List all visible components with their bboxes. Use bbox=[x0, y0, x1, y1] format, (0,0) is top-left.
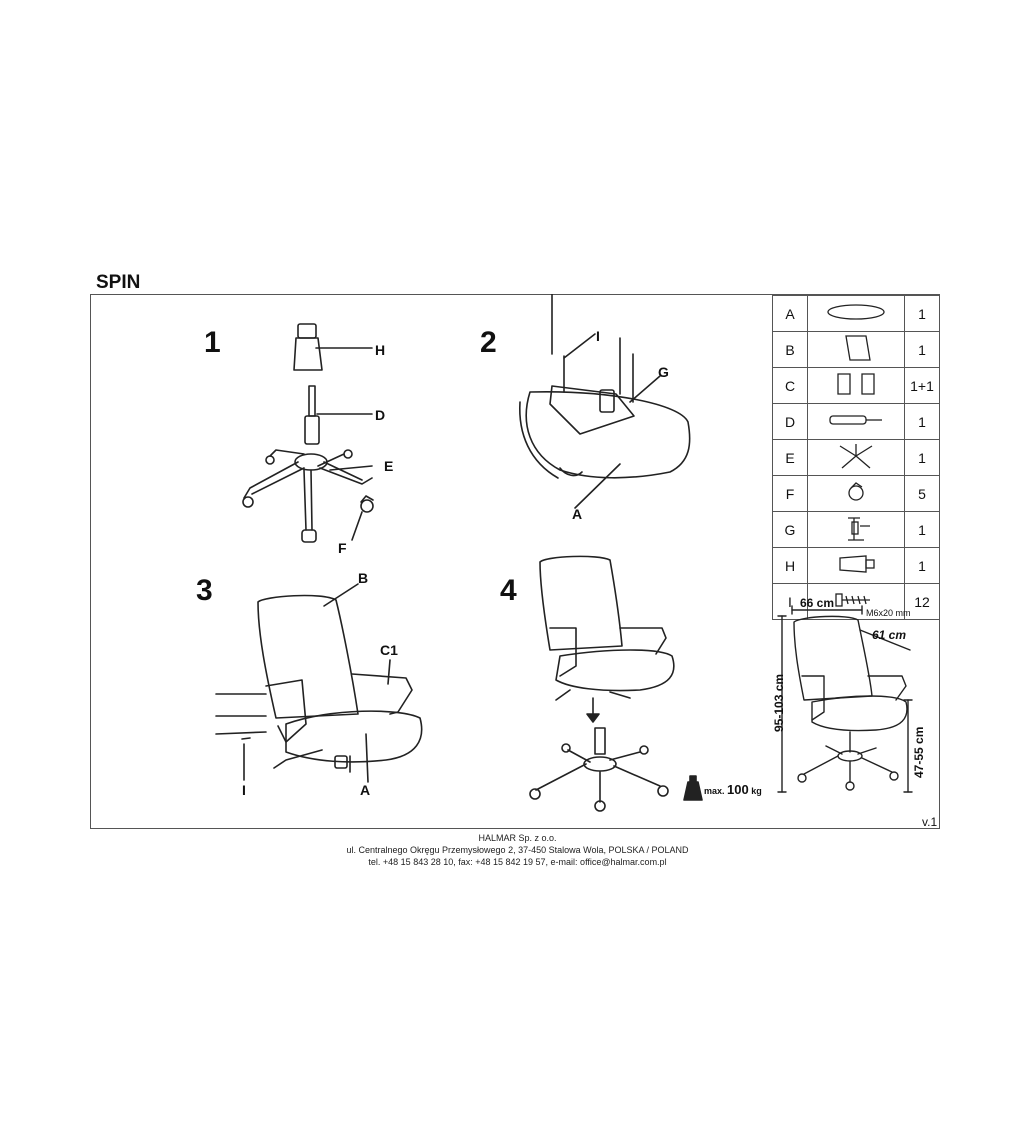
part-quantity: 5 bbox=[905, 476, 940, 512]
dimension-depth: 61 cm bbox=[872, 628, 907, 642]
step1-gas-lift-cover-icon bbox=[294, 324, 372, 370]
part-quantity: 1 bbox=[905, 296, 940, 332]
part-picture bbox=[808, 296, 905, 332]
step4-chair-icon bbox=[540, 556, 674, 700]
label-b: B bbox=[358, 570, 369, 586]
label-a-step2: A bbox=[572, 506, 583, 522]
parts-row bbox=[773, 512, 940, 548]
version-label: v.1 bbox=[922, 815, 938, 829]
label-g: G bbox=[658, 364, 669, 380]
part-quantity: 1 bbox=[905, 548, 940, 584]
footer-company: HALMAR Sp. z o.o. bbox=[478, 833, 557, 843]
label-e: E bbox=[384, 458, 394, 474]
part-picture bbox=[808, 368, 905, 404]
label-f: F bbox=[338, 540, 347, 556]
document-title: SPIN bbox=[96, 272, 141, 293]
part-letter: E bbox=[773, 440, 808, 476]
parts-row bbox=[773, 296, 940, 332]
max-load: max. 100 kg bbox=[704, 782, 762, 797]
backrest-icon bbox=[808, 332, 904, 364]
armrests-icon bbox=[808, 368, 904, 400]
weight-icon bbox=[684, 776, 702, 800]
label-c1: C1 bbox=[380, 642, 398, 658]
part-letter: C bbox=[773, 368, 808, 404]
part-picture bbox=[808, 404, 905, 440]
step1-gas-lift-icon bbox=[305, 386, 372, 444]
parts-row bbox=[773, 476, 940, 512]
star-base-icon bbox=[808, 440, 904, 472]
label-i-step3: I bbox=[242, 782, 246, 798]
dimension-height: 95-103 cm bbox=[772, 673, 786, 732]
part-quantity: 1 bbox=[905, 512, 940, 548]
part-picture bbox=[808, 440, 905, 476]
step1-star-base-icon bbox=[243, 450, 372, 542]
step4-base-icon bbox=[530, 728, 668, 811]
seat-icon bbox=[808, 296, 904, 328]
parts-row bbox=[773, 404, 940, 440]
part-letter: G bbox=[773, 512, 808, 548]
label-a-step3: A bbox=[360, 782, 371, 798]
part-letter: B bbox=[773, 332, 808, 368]
step-number-2: 2 bbox=[480, 326, 497, 359]
step2-seat-with-mechanism-icon bbox=[520, 294, 690, 508]
part-quantity: 1 bbox=[905, 404, 940, 440]
footer bbox=[0, 832, 1035, 868]
parts-table bbox=[772, 295, 940, 620]
part-quantity: 1+1 bbox=[905, 368, 940, 404]
part-letter: A bbox=[773, 296, 808, 332]
part-note: M6x20 mm bbox=[866, 608, 911, 618]
step-number-3: 3 bbox=[196, 574, 213, 607]
label-h: H bbox=[375, 342, 386, 358]
parts-row bbox=[773, 440, 940, 476]
part-letter: F bbox=[773, 476, 808, 512]
part-quantity: 1 bbox=[905, 332, 940, 368]
part-picture bbox=[808, 476, 905, 512]
step-number-1: 1 bbox=[204, 326, 221, 359]
dimension-seat-height: 47-55 cm bbox=[912, 726, 926, 778]
label-i-step2: I bbox=[596, 328, 600, 344]
gas-lift-icon bbox=[808, 404, 904, 436]
label-d: D bbox=[375, 407, 386, 423]
part-quantity: 1 bbox=[905, 440, 940, 476]
footer-address: ul. Centralnego Okręgu Przemysłowego 2, 37-450 Stalowa Wola, POLSKA / POLAND bbox=[346, 845, 689, 855]
caster-icon bbox=[808, 476, 904, 508]
footer-contact: tel. +48 15 843 28 10, fax: +48 15 842 19 57, e-mail: office@halmar.com.pl bbox=[368, 857, 667, 867]
part-letter: H bbox=[773, 548, 808, 584]
parts-row bbox=[773, 332, 940, 368]
step-number-4: 4 bbox=[500, 574, 517, 607]
gas-lift-cover-icon bbox=[808, 548, 904, 580]
part-letter: I bbox=[773, 584, 808, 620]
parts-row bbox=[773, 368, 940, 404]
part-picture bbox=[808, 512, 905, 548]
step4-arrow-down-icon bbox=[587, 698, 599, 722]
part-picture bbox=[808, 548, 905, 584]
step3-chair-icon bbox=[216, 584, 422, 782]
mechanism-icon bbox=[808, 512, 904, 544]
part-picture bbox=[808, 332, 905, 368]
part-quantity: 12 bbox=[905, 584, 940, 620]
step1-caster-icon bbox=[352, 496, 373, 540]
part-letter: D bbox=[773, 404, 808, 440]
parts-row bbox=[773, 548, 940, 584]
dimension-width: 66 cm bbox=[800, 596, 835, 610]
